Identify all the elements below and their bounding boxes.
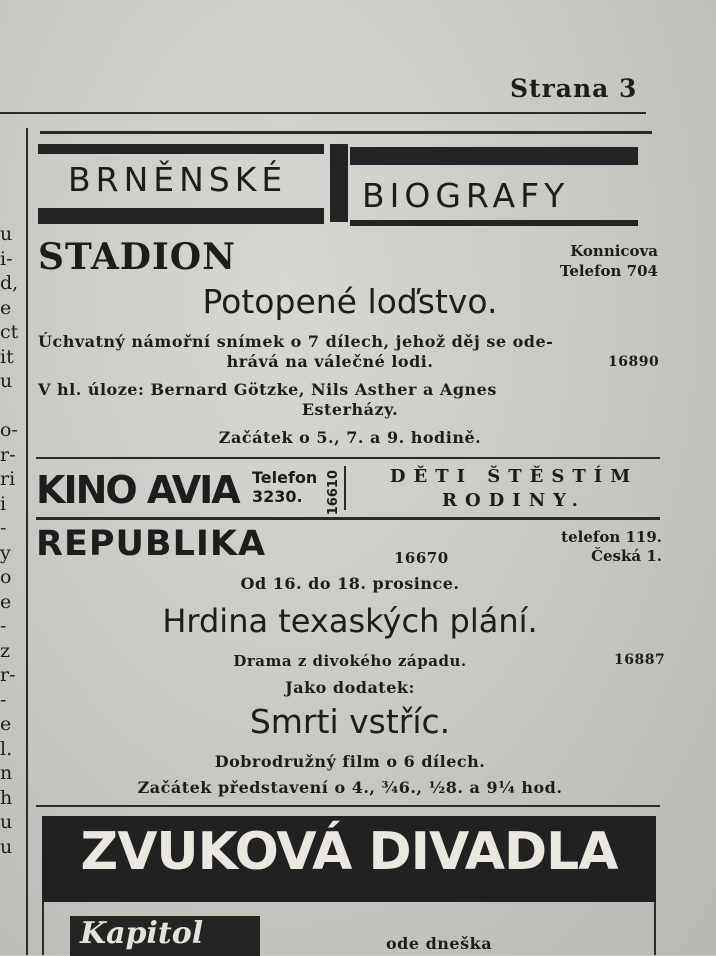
republika-code-2: 16887 [614, 652, 666, 668]
republika-address: Česká 1. [591, 547, 662, 565]
left-column-fragment: ri [0, 468, 16, 490]
kapitol-logo-text: Kapitol [80, 916, 204, 951]
republika-film2-desc: Dobrodružný film o 6 dílech. [214, 752, 486, 771]
left-column-fragment: e [0, 590, 12, 613]
stadion-showtimes: Začátek o 5., 7. a 9. hodině. [218, 428, 482, 447]
republika-film1-title: Hrdina texaských plání. [162, 602, 538, 640]
stadion-name: STADION [38, 236, 237, 278]
left-column-fragment: h [0, 786, 13, 809]
left-column-fragment: d, [0, 272, 19, 294]
avia-phone-label: Telefon [252, 468, 318, 487]
left-column-fragment: - [0, 615, 7, 637]
left-column-fragment: i [0, 492, 7, 515]
zvukova-left-border [42, 902, 44, 955]
header-bar-bottom-left [38, 208, 324, 224]
left-column-fragment: it [0, 345, 14, 368]
stadion-code: 16890 [608, 354, 660, 370]
republika-film2-title: Smrti vstříc. [249, 702, 451, 741]
zvukova-from-today: ode dneška [386, 934, 493, 953]
republika-addition-label: Jako dodatek: [285, 678, 415, 697]
left-column-fragment: o- [0, 419, 18, 441]
republika-phone: telefon 119. [561, 528, 662, 546]
header-word-biografy: BIOGRAFY [362, 176, 570, 215]
top-rule [0, 112, 646, 114]
left-column-fragment: e [0, 713, 12, 735]
avia-phone [252, 468, 317, 506]
left-column-fragment: o [0, 566, 12, 588]
top-rule-2 [40, 131, 652, 134]
republika-film1-genre: Drama z divokého západu. [233, 652, 467, 670]
left-column-fragment: u [0, 223, 13, 245]
avia-name: KINO AVIA [36, 468, 239, 512]
stadion-cast-2: Esterházy. [301, 400, 399, 419]
left-column-fragment: y [0, 541, 11, 564]
stadion-film-title: Potopené loďstvo. [202, 282, 498, 321]
header-bar-divider [330, 144, 348, 222]
left-column-fragment: ct [0, 321, 19, 343]
stadion-description-1: Úchvatný námořní snímek o 7 dílech, jehož děj se ode- [38, 332, 554, 351]
divider-avia-republika [36, 517, 660, 520]
left-column-fragment: e [0, 296, 12, 319]
republika-showtimes: Začátek představení o 4., ¾6., ½8. a 9¼ hod. [137, 778, 563, 797]
left-column-fragment: z [0, 639, 11, 662]
avia-film-line2: RODINY. [442, 490, 586, 511]
header-bar-bottom-right [350, 220, 638, 226]
avia-inner-divider [344, 466, 346, 510]
left-column-fragment: - [0, 688, 7, 711]
left-column-fragment: n [0, 762, 13, 784]
left-column-fragment: r- [0, 443, 16, 466]
left-column-fragment: u [0, 835, 13, 858]
page-number: Strana 3 [510, 74, 638, 103]
stadion-description-2: hrává na válečné lodi. [226, 352, 434, 371]
divider-republika-zvukova [36, 805, 660, 807]
left-column-fragment: r- [0, 664, 16, 686]
column-divider [26, 128, 28, 955]
republika-code-1: 16670 [394, 549, 449, 567]
avia-film-line1: DĚTI ŠTĚSTÍM [389, 466, 639, 487]
left-column-fragment [0, 394, 24, 419]
zvukova-right-border [654, 902, 656, 955]
header-word-brnenske: BRNĚNSKÉ [68, 160, 288, 199]
stadion-cast-1: V hl. úloze: Bernard Götzke, Nils Asther a Agnes [38, 380, 497, 399]
stadion-phone: Telefon 704 [559, 262, 658, 280]
zvukova-banner-text: ZVUKOVÁ DIVADLA [80, 822, 618, 882]
republika-name: REPUBLIKA [36, 524, 267, 564]
left-column-fragment: - [0, 517, 7, 539]
avia-film [364, 465, 664, 513]
divider-stadion-avia [36, 457, 660, 459]
left-column-fragment: i- [0, 247, 13, 270]
left-column-fragment: u [0, 370, 13, 392]
avia-code: 16610 [326, 470, 341, 516]
header-bar-top-left [38, 144, 324, 154]
left-column-fragment: u [0, 811, 13, 833]
avia-phone-number: 3230. [252, 487, 303, 506]
republika-dates: Od 16. do 18. prosince. [240, 574, 460, 593]
left-column-text [0, 222, 24, 859]
stadion-address: Konnicova [570, 242, 658, 260]
header-bar-top-right [350, 147, 638, 165]
left-column-fragment: l. [0, 737, 13, 760]
